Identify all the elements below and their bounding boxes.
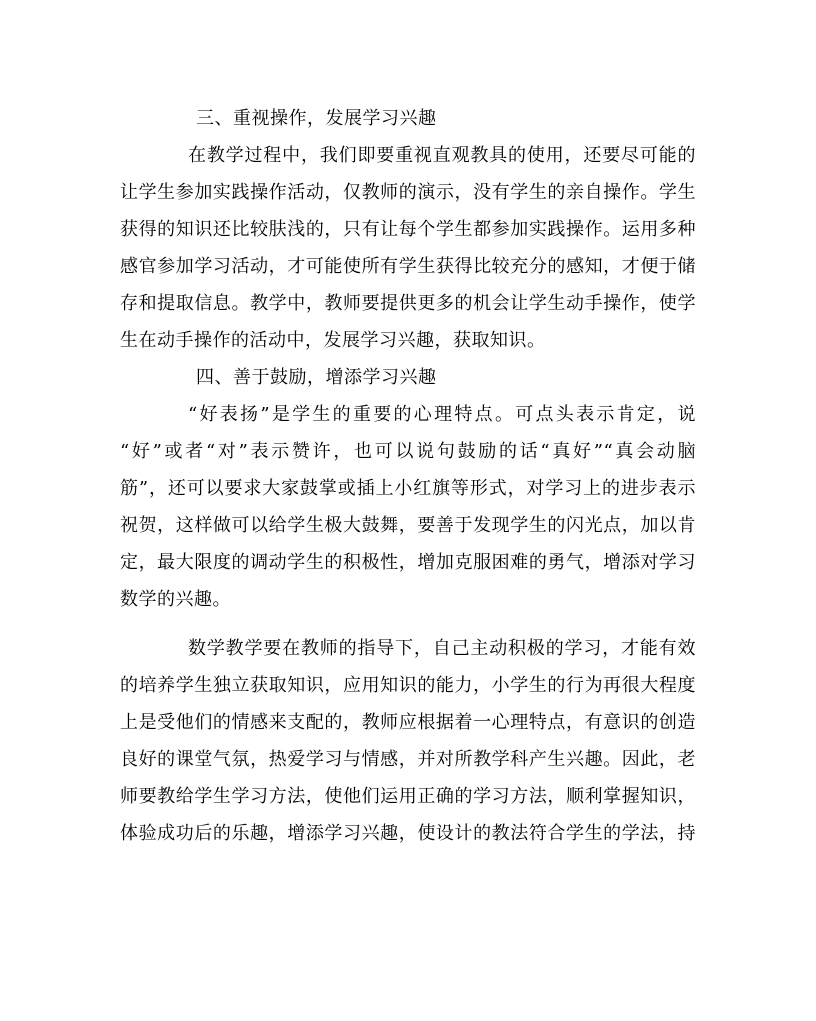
paragraph-line: 师要教给学生学习方法，使他们运用正确的学习方法，顺利掌握知识， bbox=[120, 786, 696, 807]
paragraph-line: 在教学过程中，我们即要重视直观教具的使用，还要尽可能的 bbox=[188, 145, 696, 166]
page-content bbox=[120, 100, 696, 852]
paragraph-line: 的培养学生独立获取知识，应用知识的能力，小学生的行为再很大程度 bbox=[120, 675, 696, 696]
section-4-heading: 四、善于鼓励，增添学习兴趣 bbox=[196, 367, 437, 388]
paragraph-line: 数学的兴趣。 bbox=[120, 589, 231, 610]
paragraph-line: 感官参加学习活动，才可能使所有学生获得比较充分的感知，才便于储 bbox=[120, 256, 696, 277]
paragraph-line: 存和提取信息。教学中，教师要提供更多的机会让学生动手操作，使学 bbox=[120, 293, 696, 314]
paragraph-line: “好表扬”是学生的重要的心理特点。可点头表示肯定，说 bbox=[188, 404, 696, 425]
paragraph-line: 体验成功后的乐趣，增添学习兴趣，使设计的教法符合学生的学法，持 bbox=[120, 823, 696, 844]
paragraph-line: 生在动手操作的活动中，发展学习兴趣，获取知识。 bbox=[120, 330, 546, 351]
paragraph-line: 让学生参加实践操作活动，仅教师的演示，没有学生的亲自操作。学生 bbox=[120, 182, 696, 203]
paragraph-line: 数学教学要在教师的指导下，自己主动积极的学习，才能有效 bbox=[188, 638, 696, 659]
paragraph-line: 筋”，还可以要求大家鼓掌或插上小红旗等形式，对学习上的进步表示 bbox=[120, 478, 696, 499]
paragraph-line: “好”或者“对”表示赞许，也可以说句鼓励的话“真好”“真会动脑 bbox=[120, 441, 696, 462]
paragraph-line: 获得的知识还比较肤浅的，只有让每个学生都参加实践操作。运用多种 bbox=[120, 219, 696, 240]
paragraph-line: 祝贺，这样做可以给学生极大鼓舞，要善于发现学生的闪光点，加以肯 bbox=[120, 515, 696, 536]
paragraph-gap bbox=[120, 618, 696, 630]
paragraph-line: 良好的课堂气氛，热爱学习与情感，并对所教学科产生兴趣。因此，老 bbox=[120, 749, 696, 770]
paragraph-line: 定，最大限度的调动学生的积极性，增加克服困难的勇气，增添对学习 bbox=[120, 552, 696, 573]
section-3-heading: 三、重视操作，发展学习兴趣 bbox=[196, 108, 437, 129]
paragraph-line: 上是受他们的情感来支配的，教师应根据着一心理特点，有意识的创造 bbox=[120, 712, 696, 733]
